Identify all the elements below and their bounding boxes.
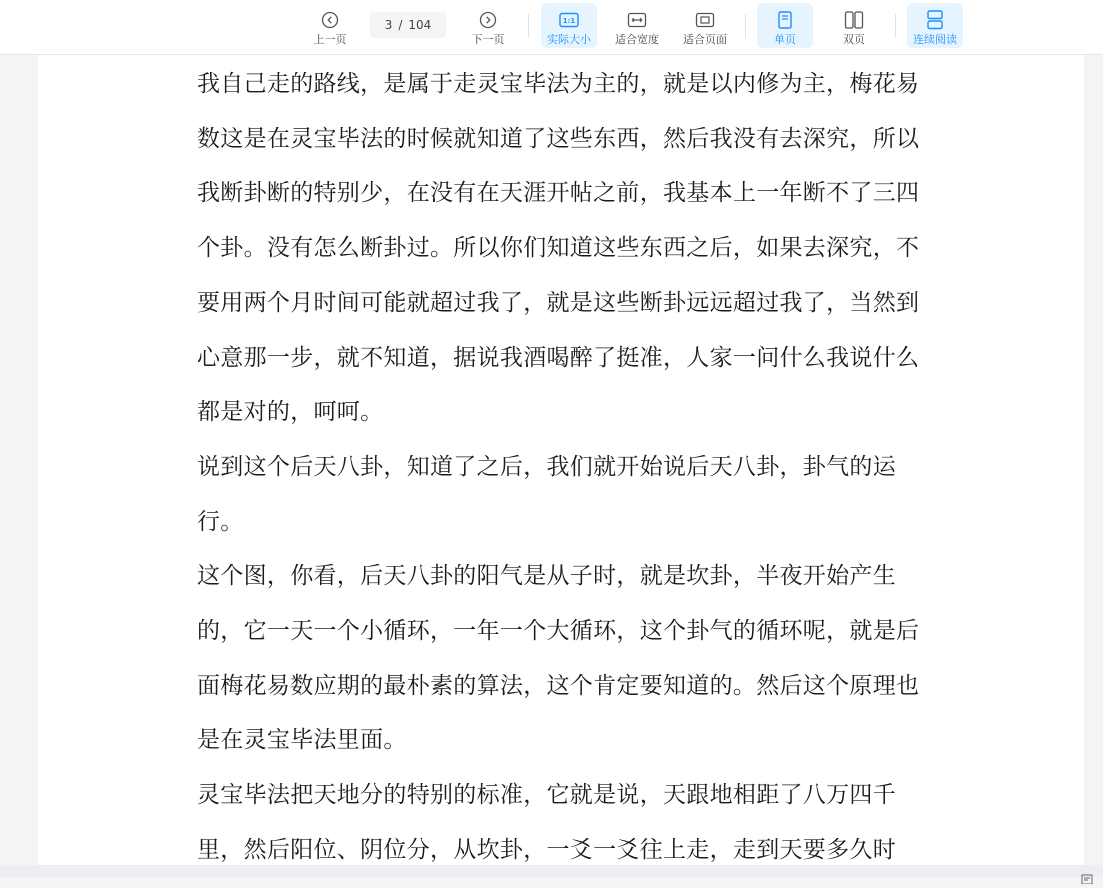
fit-page-label: 适合页面 <box>683 33 727 46</box>
horizontal-scrollbar[interactable] <box>0 865 1103 877</box>
actual-size-label: 实际大小 <box>547 33 591 46</box>
fit-page-button[interactable] <box>676 3 734 48</box>
continuous-scroll-icon <box>926 9 944 31</box>
current-page-input[interactable]: 3 <box>384 18 393 32</box>
fit-width-icon <box>627 9 647 31</box>
fit-width-label: 适合宽度 <box>615 33 659 46</box>
continuous-reading-label: 连续阅读 <box>913 33 957 46</box>
double-page-label: 双页 <box>843 33 865 46</box>
toolbar-divider <box>528 14 529 38</box>
toolbar-divider <box>745 14 746 38</box>
fit-page-icon <box>695 9 715 31</box>
single-page-label: 单页 <box>774 33 796 46</box>
actual-size-button[interactable] <box>541 3 597 48</box>
actual-size-icon-text: 1:1 <box>562 17 576 25</box>
page-indicator[interactable] <box>370 12 446 38</box>
document-outline-icon[interactable] <box>1081 869 1093 879</box>
chevron-right-circle-icon <box>479 9 497 31</box>
continuous-reading-button[interactable] <box>907 3 963 48</box>
paragraph: 我自己走的路线，是属于走灵宝毕法为主的，就是以内修为主，梅花易数这是在灵宝毕法的时候就知道了这些东西，然后我没有去深究，所以我断卦断的特别少，在没有在天涯开帖之前，我基本上一年断不了三四个卦。没有怎么断卦过。所以你们知道这些东西之后，如果去深究，不要用两个月时间可能就超过我了，就是这些断卦远远超过我了，当然到心意那一步，就不知道，据说我酒喝醉了挺准，人家一问什么我说什么都是对的，呵呵。 <box>197 71 920 426</box>
double-page-icon <box>844 9 864 31</box>
single-page-icon <box>777 9 793 31</box>
page-separator: / <box>398 18 403 32</box>
paragraph: 说到这个后天八卦，知道了之后，我们就开始说后天八卦，卦气的运行。 <box>197 453 896 535</box>
prev-page-button[interactable] <box>306 3 354 48</box>
actual-size-icon <box>559 9 579 31</box>
fit-width-button[interactable] <box>608 3 666 48</box>
next-page-button[interactable] <box>464 3 512 48</box>
next-page-label: 下一页 <box>471 33 505 46</box>
double-page-button[interactable] <box>826 3 882 48</box>
reader-toolbar <box>0 0 1103 55</box>
total-pages: 104 <box>408 18 432 32</box>
prev-page-label: 上一页 <box>313 33 347 46</box>
paragraph: 这个图，你看，后天八卦的阳气是从子时，就是坎卦，半夜开始产生的，它一天一个小循环，一年一个大循环，这个卦气的循环呢，就是后面梅花易数应期的最朴素的算法，这个肯定要知道的。然后这个原理也是在灵宝毕法里面。 <box>197 563 920 754</box>
document-text <box>197 57 932 865</box>
single-page-button[interactable] <box>757 3 813 48</box>
paragraph: 灵宝毕法把天地分的特别的标准，它就是说，天跟地相距了八万四千里，然后阳位、阴位分，从坎卦，一爻一爻往上走，走到天要多久时 <box>197 782 896 863</box>
toolbar-divider <box>895 14 896 38</box>
chevron-left-circle-icon <box>321 9 339 31</box>
document-page <box>38 54 1084 865</box>
